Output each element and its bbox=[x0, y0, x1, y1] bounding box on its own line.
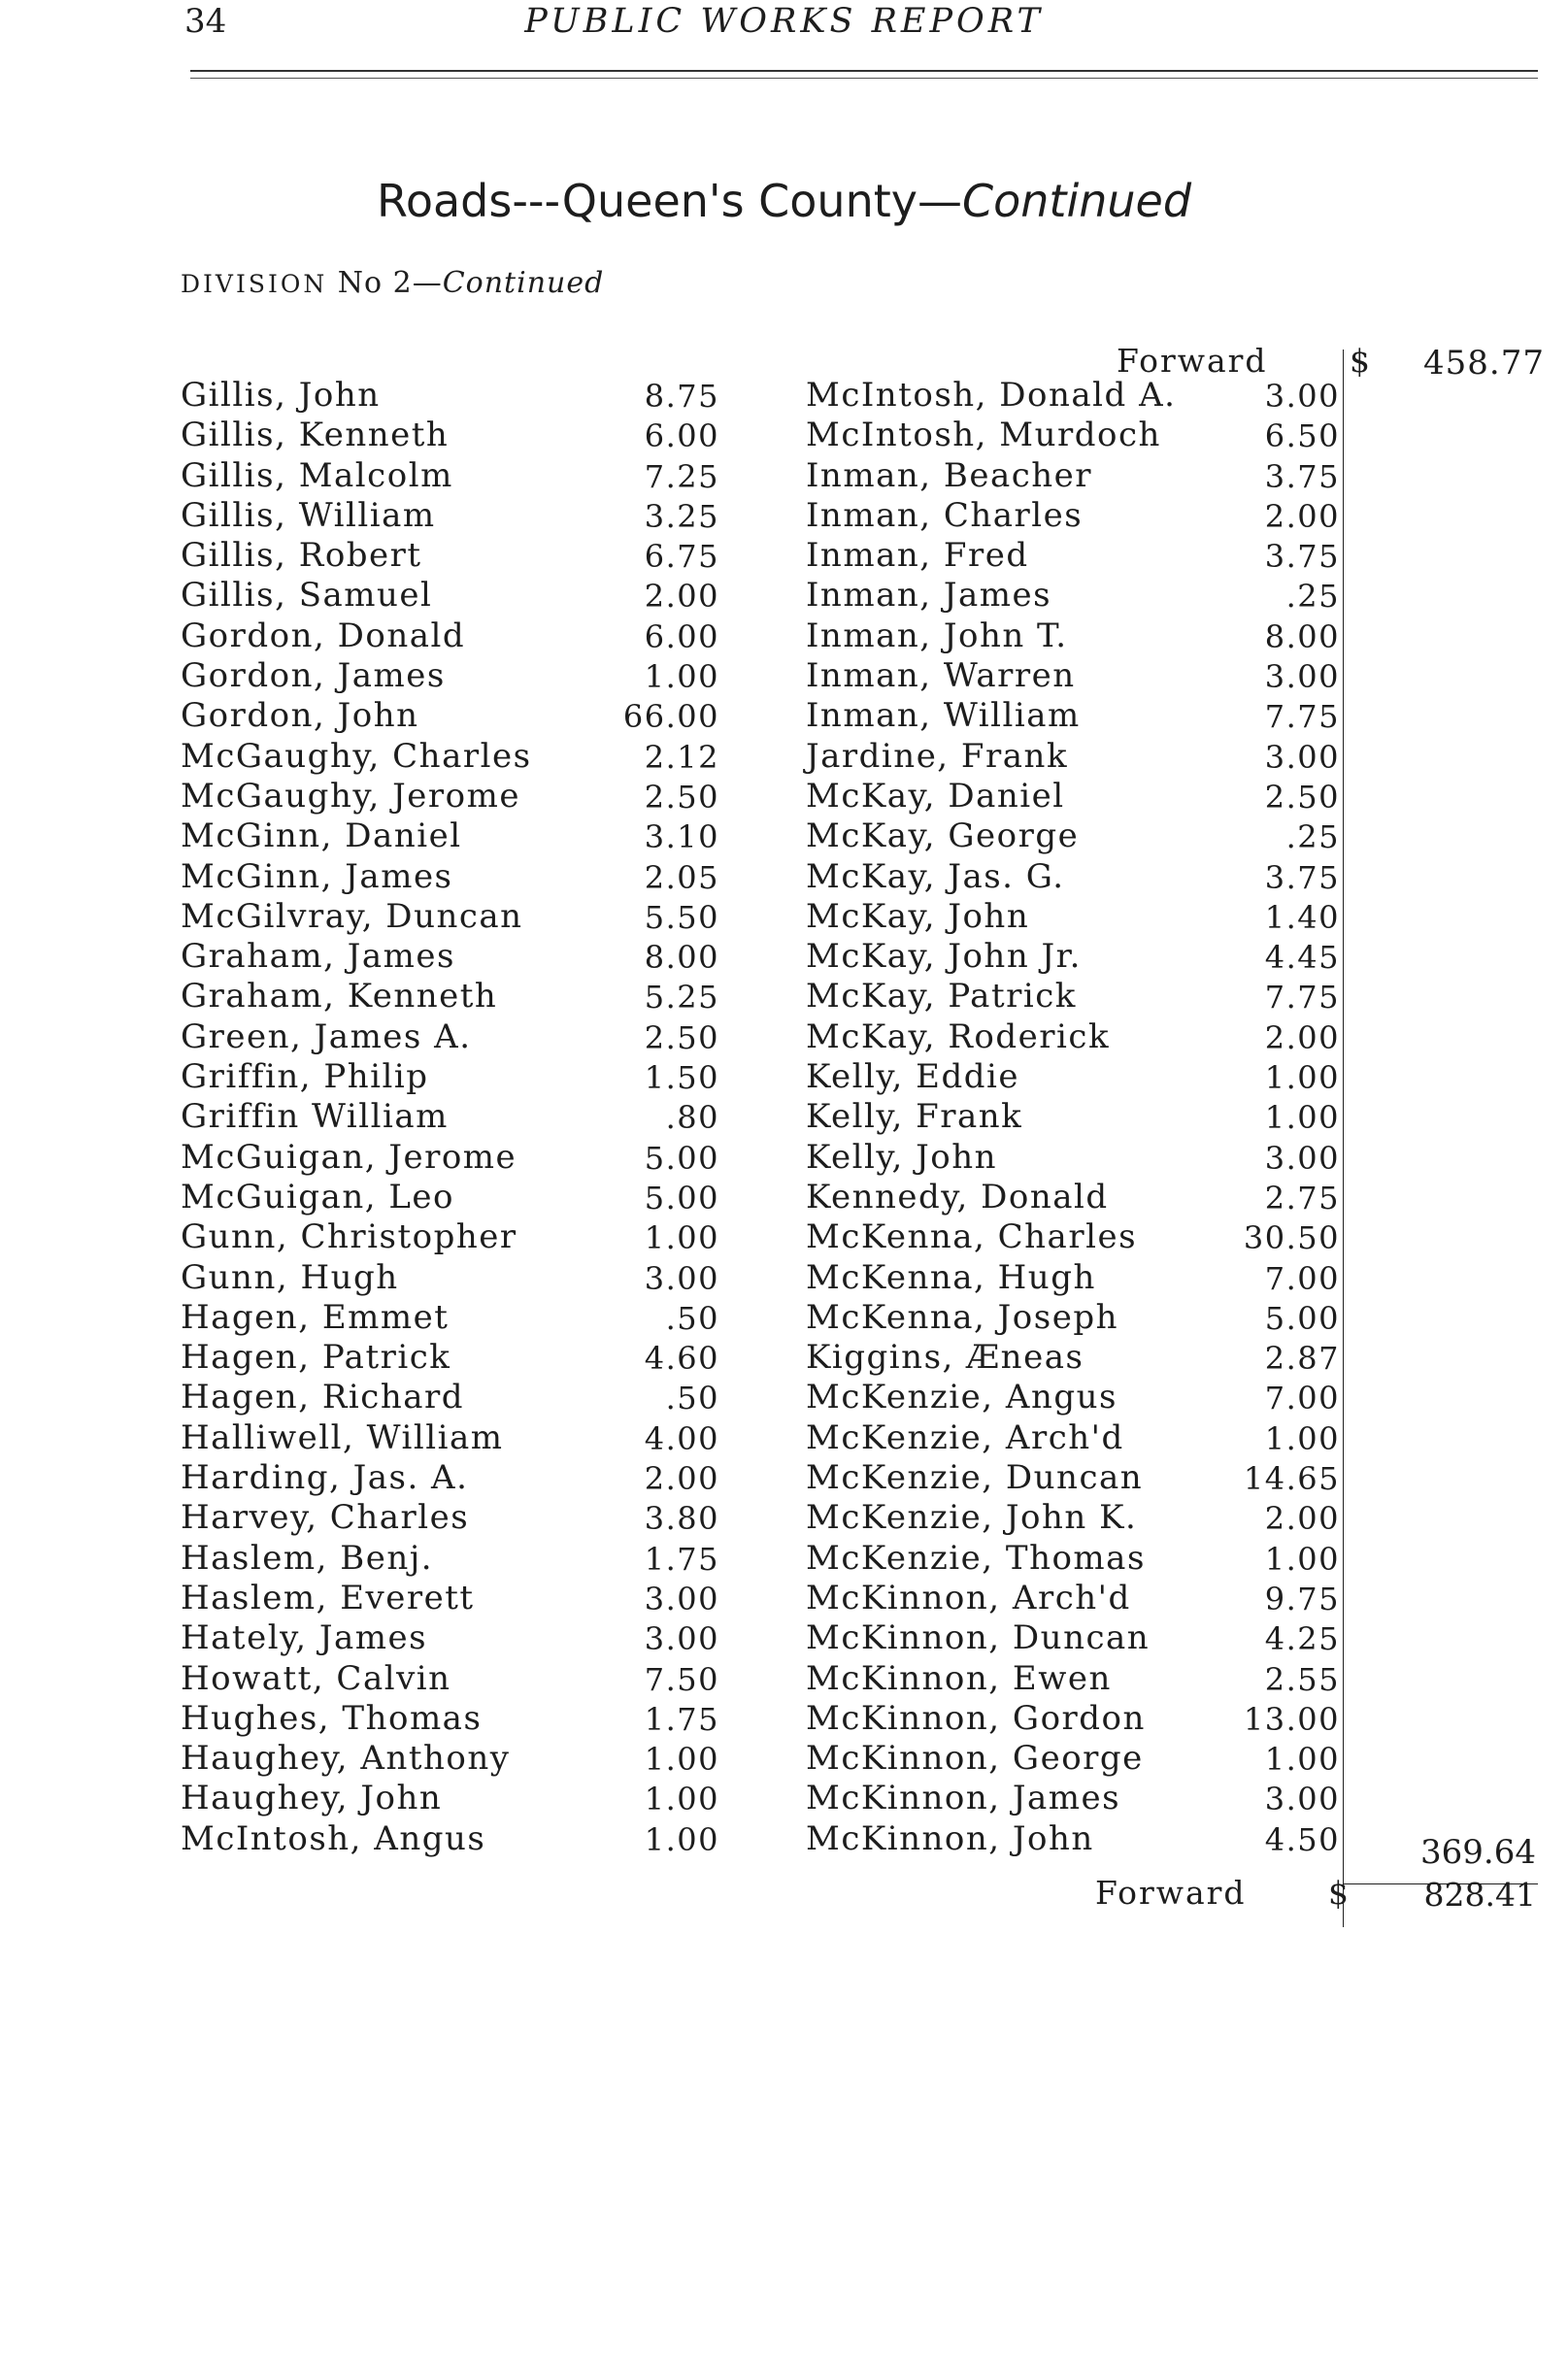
payee-name: Green, James A. bbox=[181, 1016, 472, 1056]
payee-name: Griffin William bbox=[181, 1097, 449, 1137]
ledger-row bbox=[181, 1737, 724, 1777]
payee-name: Inman, Charles bbox=[806, 495, 1084, 535]
payee-name: McKinnon, Ewen bbox=[806, 1658, 1112, 1698]
payment-amount: 1.00 bbox=[644, 1741, 719, 1779]
payment-amount: 2.12 bbox=[644, 738, 719, 776]
payment-amount: 6.75 bbox=[644, 538, 719, 576]
division-continued: Continued bbox=[442, 266, 605, 300]
payment-amount: 1.00 bbox=[1264, 1099, 1340, 1137]
ledger-row bbox=[806, 494, 1350, 534]
payee-name: McKenzie, Duncan bbox=[806, 1458, 1144, 1498]
ledger-row bbox=[181, 1016, 724, 1055]
payee-name: Howatt, Calvin bbox=[181, 1658, 451, 1698]
forward-amount-top: 458.77 bbox=[1423, 344, 1545, 383]
payment-amount: 2.00 bbox=[1264, 497, 1340, 535]
ledger-row bbox=[806, 414, 1350, 453]
dollar-sign-bottom: $ bbox=[1328, 1874, 1349, 1912]
ledger-row bbox=[181, 654, 724, 694]
payment-amount: 4.60 bbox=[644, 1340, 719, 1378]
payee-name: Hagen, Richard bbox=[181, 1378, 465, 1417]
division-label: DIVISION bbox=[181, 270, 328, 298]
ledger-row bbox=[181, 1456, 724, 1496]
ledger-row bbox=[806, 654, 1350, 694]
payee-name: McGuigan, Leo bbox=[181, 1177, 455, 1216]
ledger-row bbox=[181, 935, 724, 975]
payee-name: Griffin, Philip bbox=[181, 1057, 429, 1097]
payee-name: Gordon, John bbox=[181, 696, 419, 736]
payment-amount: .80 bbox=[665, 1099, 719, 1137]
payment-amount: .25 bbox=[1285, 818, 1340, 856]
subtotal-amount: 369.64 bbox=[1420, 1833, 1536, 1872]
payment-amount: 13.00 bbox=[1243, 1700, 1340, 1738]
payee-name: Hagen, Emmet bbox=[181, 1297, 450, 1337]
payee-name: McIntosh, Angus bbox=[181, 1818, 486, 1858]
payee-name: Halliwell, William bbox=[181, 1417, 504, 1457]
payment-amount: 7.50 bbox=[644, 1660, 719, 1698]
payment-amount: 5.50 bbox=[644, 898, 719, 936]
section-title bbox=[0, 175, 1568, 227]
payment-amount: 3.75 bbox=[1264, 457, 1340, 495]
ledger-row bbox=[181, 1336, 724, 1376]
ledger-row bbox=[806, 1697, 1350, 1737]
payee-name: McKenna, Hugh bbox=[806, 1257, 1096, 1297]
header-rule bbox=[190, 70, 1538, 72]
payee-name: McKay, Jas. G. bbox=[806, 856, 1065, 896]
ledger-row bbox=[806, 775, 1350, 815]
payment-amount: 3.00 bbox=[1264, 378, 1340, 415]
payee-name: Kelly, Frank bbox=[806, 1097, 1023, 1137]
payee-name: McGuigan, Jerome bbox=[181, 1137, 517, 1177]
payee-name: Hughes, Thomas bbox=[181, 1698, 483, 1738]
ledger-row bbox=[181, 574, 724, 614]
ledger-row bbox=[181, 1577, 724, 1616]
ledger-row bbox=[181, 454, 724, 494]
ledger-row bbox=[806, 1416, 1350, 1456]
payment-amount: 2.50 bbox=[644, 1018, 719, 1056]
payee-name: Kelly, John bbox=[806, 1137, 998, 1177]
ledger-row bbox=[181, 895, 724, 935]
payment-amount: 3.80 bbox=[644, 1500, 719, 1538]
payee-name: McKay, John Jr. bbox=[806, 937, 1082, 977]
payee-name: Kennedy, Donald bbox=[806, 1177, 1109, 1216]
payee-name: Haughey, Anthony bbox=[181, 1739, 511, 1779]
payee-name: McKenzie, Angus bbox=[806, 1378, 1118, 1417]
section-title-continued: Continued bbox=[962, 175, 1192, 227]
payment-amount: 5.00 bbox=[1264, 1299, 1340, 1337]
ledger-row bbox=[181, 975, 724, 1015]
payment-amount: 1.00 bbox=[1264, 1419, 1340, 1457]
payee-name: Inman, Fred bbox=[806, 536, 1029, 576]
ledger-row bbox=[181, 1136, 724, 1176]
payee-name: McIntosh, Donald A. bbox=[806, 376, 1177, 415]
division-dash: — bbox=[412, 266, 443, 300]
payee-name: Jardine, Frank bbox=[806, 736, 1069, 776]
ledger-row bbox=[806, 1456, 1350, 1496]
payment-amount: .25 bbox=[1285, 578, 1340, 616]
ledger-row bbox=[181, 1376, 724, 1416]
payment-amount: 1.00 bbox=[644, 1781, 719, 1818]
payment-amount: 3.75 bbox=[1264, 538, 1340, 576]
payee-name: Hately, James bbox=[181, 1618, 428, 1658]
ledger-row bbox=[806, 1095, 1350, 1135]
payee-name: McKinnon, George bbox=[806, 1739, 1144, 1779]
ledger-row bbox=[806, 1176, 1350, 1216]
forward-label-top: Forward bbox=[1117, 342, 1268, 380]
ledger-row bbox=[806, 374, 1350, 414]
ledger-row bbox=[806, 1537, 1350, 1577]
left-entries-column bbox=[181, 374, 724, 1857]
payment-amount: 6.50 bbox=[1264, 417, 1340, 455]
payee-name: Haughey, John bbox=[181, 1779, 443, 1818]
payee-name: McGinn, Daniel bbox=[181, 816, 462, 856]
forward-amount-bottom: 828.41 bbox=[1423, 1876, 1536, 1914]
payment-amount: 2.75 bbox=[1264, 1179, 1340, 1216]
ledger-row bbox=[181, 815, 724, 854]
payee-name: McKenzie, Thomas bbox=[806, 1538, 1146, 1578]
payee-name: McKay, George bbox=[806, 816, 1080, 856]
payment-amount: 1.00 bbox=[1264, 1059, 1340, 1097]
payment-amount: .50 bbox=[665, 1380, 719, 1417]
payment-amount: 4.25 bbox=[1264, 1620, 1340, 1658]
ledger-row bbox=[181, 414, 724, 453]
ledger-row bbox=[181, 1817, 724, 1857]
payee-name: McGaughy, Jerome bbox=[181, 776, 520, 816]
ledger-row bbox=[806, 1216, 1350, 1255]
payee-name: Gordon, James bbox=[181, 656, 446, 696]
payment-amount: 2.87 bbox=[1264, 1340, 1340, 1378]
payment-amount: 1.00 bbox=[644, 658, 719, 696]
payment-amount: 9.75 bbox=[1264, 1580, 1340, 1617]
payment-amount: 2.55 bbox=[1264, 1660, 1340, 1698]
ledger-row bbox=[806, 534, 1350, 574]
payee-name: Harvey, Charles bbox=[181, 1498, 470, 1538]
payment-amount: 1.00 bbox=[1264, 1741, 1340, 1779]
payment-amount: 14.65 bbox=[1243, 1460, 1340, 1498]
payment-amount: 3.00 bbox=[1264, 1781, 1340, 1818]
payee-name: Inman, William bbox=[806, 696, 1081, 736]
payment-amount: 6.00 bbox=[644, 417, 719, 455]
payment-amount: 3.00 bbox=[1264, 658, 1340, 696]
ledger-row bbox=[181, 1095, 724, 1135]
payment-amount: 2.05 bbox=[644, 858, 719, 896]
ledger-row bbox=[181, 1657, 724, 1697]
ledger-row bbox=[181, 1697, 724, 1737]
payee-name: McKinnon, Arch'd bbox=[806, 1578, 1131, 1617]
ledger-row bbox=[181, 494, 724, 534]
ledger-row bbox=[181, 1055, 724, 1095]
payment-amount: 3.00 bbox=[1264, 1139, 1340, 1177]
ledger-row bbox=[806, 1817, 1350, 1857]
payee-name: Kiggins, Æneas bbox=[806, 1338, 1084, 1378]
payee-name: Gillis, William bbox=[181, 495, 436, 535]
payment-amount: 5.25 bbox=[644, 979, 719, 1016]
division-heading bbox=[181, 266, 604, 300]
ledger-row bbox=[806, 1737, 1350, 1777]
payee-name: McKenzie, Arch'd bbox=[806, 1417, 1124, 1457]
ledger-row bbox=[806, 815, 1350, 854]
payee-name: McKinnon, James bbox=[806, 1779, 1121, 1818]
payee-name: Gillis, Kenneth bbox=[181, 416, 450, 455]
payment-amount: .50 bbox=[665, 1299, 719, 1337]
ledger-row bbox=[181, 1216, 724, 1255]
ledger-row bbox=[806, 975, 1350, 1015]
header-rule-thin bbox=[190, 78, 1538, 79]
payee-name: McIntosh, Murdoch bbox=[806, 416, 1161, 455]
ledger-row bbox=[806, 1657, 1350, 1697]
ledger-row bbox=[181, 1777, 724, 1816]
ledger-row bbox=[181, 1176, 724, 1216]
ledger-row bbox=[181, 1296, 724, 1336]
payment-amount: 1.00 bbox=[644, 1820, 719, 1858]
ledger-row bbox=[806, 1376, 1350, 1416]
ledger-row bbox=[806, 454, 1350, 494]
payee-name: McKay, John bbox=[806, 896, 1030, 936]
payee-name: Inman, Beacher bbox=[806, 455, 1093, 495]
ledger-row bbox=[181, 1496, 724, 1536]
payee-name: Graham, Kenneth bbox=[181, 977, 498, 1016]
ledger-row bbox=[181, 1416, 724, 1456]
payment-amount: 1.50 bbox=[644, 1059, 719, 1097]
payment-amount: 3.00 bbox=[644, 1259, 719, 1297]
ledger-row bbox=[806, 1496, 1350, 1536]
ledger-row bbox=[181, 775, 724, 815]
section-title-main: Roads---Queen's County— bbox=[376, 175, 962, 227]
ledger-row bbox=[181, 534, 724, 574]
division-number: No 2 bbox=[337, 266, 413, 300]
ledger-row bbox=[806, 1777, 1350, 1816]
payment-amount: 1.40 bbox=[1264, 898, 1340, 936]
payment-amount: 5.00 bbox=[644, 1179, 719, 1216]
payment-amount: 1.00 bbox=[1264, 1540, 1340, 1578]
payment-amount: 1.00 bbox=[644, 1219, 719, 1257]
ledger-row bbox=[806, 855, 1350, 895]
payment-amount: 7.00 bbox=[1264, 1259, 1340, 1297]
ledger-row bbox=[181, 1256, 724, 1296]
payment-amount: 8.00 bbox=[1264, 617, 1340, 655]
right-entries-column bbox=[806, 374, 1350, 1857]
ledger-row bbox=[806, 1577, 1350, 1616]
payee-name: Gillis, Robert bbox=[181, 536, 422, 576]
payment-amount: 7.75 bbox=[1264, 698, 1340, 736]
payment-amount: 3.00 bbox=[644, 1580, 719, 1617]
payee-name: Inman, James bbox=[806, 576, 1052, 616]
payment-amount: 2.50 bbox=[644, 778, 719, 816]
ledger-row bbox=[806, 735, 1350, 775]
payment-amount: 66.00 bbox=[622, 698, 719, 736]
ledger-row bbox=[181, 855, 724, 895]
payment-amount: 4.45 bbox=[1264, 939, 1340, 977]
payee-name: Hagen, Patrick bbox=[181, 1338, 451, 1378]
payment-amount: 3.00 bbox=[1264, 738, 1340, 776]
payment-amount: 7.00 bbox=[1264, 1380, 1340, 1417]
payee-name: Harding, Jas. A. bbox=[181, 1458, 469, 1498]
payment-amount: 3.10 bbox=[644, 818, 719, 856]
payee-name: Inman, John T. bbox=[806, 616, 1068, 655]
payment-amount: 2.00 bbox=[1264, 1500, 1340, 1538]
payee-name: McKinnon, Gordon bbox=[806, 1698, 1146, 1738]
payee-name: McGilvray, Duncan bbox=[181, 896, 523, 936]
page-number: 34 bbox=[184, 2, 227, 41]
payment-amount: 3.00 bbox=[644, 1620, 719, 1658]
payment-amount: 2.50 bbox=[1264, 778, 1340, 816]
payment-amount: 4.00 bbox=[644, 1419, 719, 1457]
payee-name: Gunn, Hugh bbox=[181, 1257, 399, 1297]
payee-name: Gunn, Christopher bbox=[181, 1217, 517, 1257]
dollar-sign-top: $ bbox=[1350, 342, 1370, 380]
payment-amount: 7.75 bbox=[1264, 979, 1340, 1016]
payee-name: McKenna, Joseph bbox=[806, 1297, 1118, 1337]
ledger-row bbox=[181, 374, 724, 414]
payee-name: Haslem, Everett bbox=[181, 1578, 475, 1617]
payee-name: Graham, James bbox=[181, 937, 455, 977]
ledger-row bbox=[806, 694, 1350, 734]
payee-name: McKay, Daniel bbox=[806, 776, 1065, 816]
ledger-row bbox=[181, 615, 724, 654]
payee-name: McKay, Roderick bbox=[806, 1016, 1111, 1056]
ledger-row bbox=[181, 1537, 724, 1577]
payee-name: McKinnon, Duncan bbox=[806, 1618, 1151, 1658]
ledger-row bbox=[806, 574, 1350, 614]
payment-amount: 6.00 bbox=[644, 617, 719, 655]
payment-amount: 2.00 bbox=[644, 1460, 719, 1498]
payment-amount: 30.50 bbox=[1243, 1219, 1340, 1257]
payee-name: Gillis, Samuel bbox=[181, 576, 433, 616]
ledger-row bbox=[806, 1136, 1350, 1176]
ledger-row bbox=[181, 735, 724, 775]
payee-name: McKay, Patrick bbox=[806, 977, 1077, 1016]
ledger-row bbox=[806, 1296, 1350, 1336]
ledger-row bbox=[806, 1256, 1350, 1296]
payment-amount: 8.75 bbox=[644, 378, 719, 415]
ledger-row bbox=[806, 935, 1350, 975]
payment-amount: 3.75 bbox=[1264, 858, 1340, 896]
payment-amount: 1.75 bbox=[644, 1540, 719, 1578]
ledger-row bbox=[806, 1016, 1350, 1055]
payee-name: Gillis, John bbox=[181, 376, 381, 415]
payee-name: Gordon, Donald bbox=[181, 616, 466, 655]
payment-amount: 2.00 bbox=[1264, 1018, 1340, 1056]
payment-amount: 3.25 bbox=[644, 497, 719, 535]
payee-name: Gillis, Malcolm bbox=[181, 455, 453, 495]
running-title: PUBLIC WORKS REPORT bbox=[524, 2, 1044, 41]
ledger-row bbox=[181, 694, 724, 734]
ledger-row bbox=[806, 1336, 1350, 1376]
payment-amount: 4.50 bbox=[1264, 1820, 1340, 1858]
payee-name: McKinnon, John bbox=[806, 1818, 1094, 1858]
payee-name: Haslem, Benj. bbox=[181, 1538, 434, 1578]
payee-name: Kelly, Eddie bbox=[806, 1057, 1020, 1097]
ledger-row bbox=[806, 1055, 1350, 1095]
ledger-row bbox=[181, 1616, 724, 1656]
payment-amount: 8.00 bbox=[644, 939, 719, 977]
ledger-row bbox=[806, 615, 1350, 654]
payment-amount: 7.25 bbox=[644, 457, 719, 495]
payment-amount: 2.00 bbox=[644, 578, 719, 616]
ledger-row bbox=[806, 1616, 1350, 1656]
payee-name: McKenzie, John K. bbox=[806, 1498, 1138, 1538]
payee-name: Inman, Warren bbox=[806, 656, 1076, 696]
payee-name: McGinn, James bbox=[181, 856, 453, 896]
page-header bbox=[0, 0, 1568, 92]
forward-label-bottom: Forward bbox=[1095, 1874, 1247, 1912]
payment-amount: 1.75 bbox=[644, 1700, 719, 1738]
payee-name: McKenna, Charles bbox=[806, 1217, 1138, 1257]
payee-name: McGaughy, Charles bbox=[181, 736, 532, 776]
ledger-row bbox=[806, 895, 1350, 935]
payment-amount: 5.00 bbox=[644, 1139, 719, 1177]
